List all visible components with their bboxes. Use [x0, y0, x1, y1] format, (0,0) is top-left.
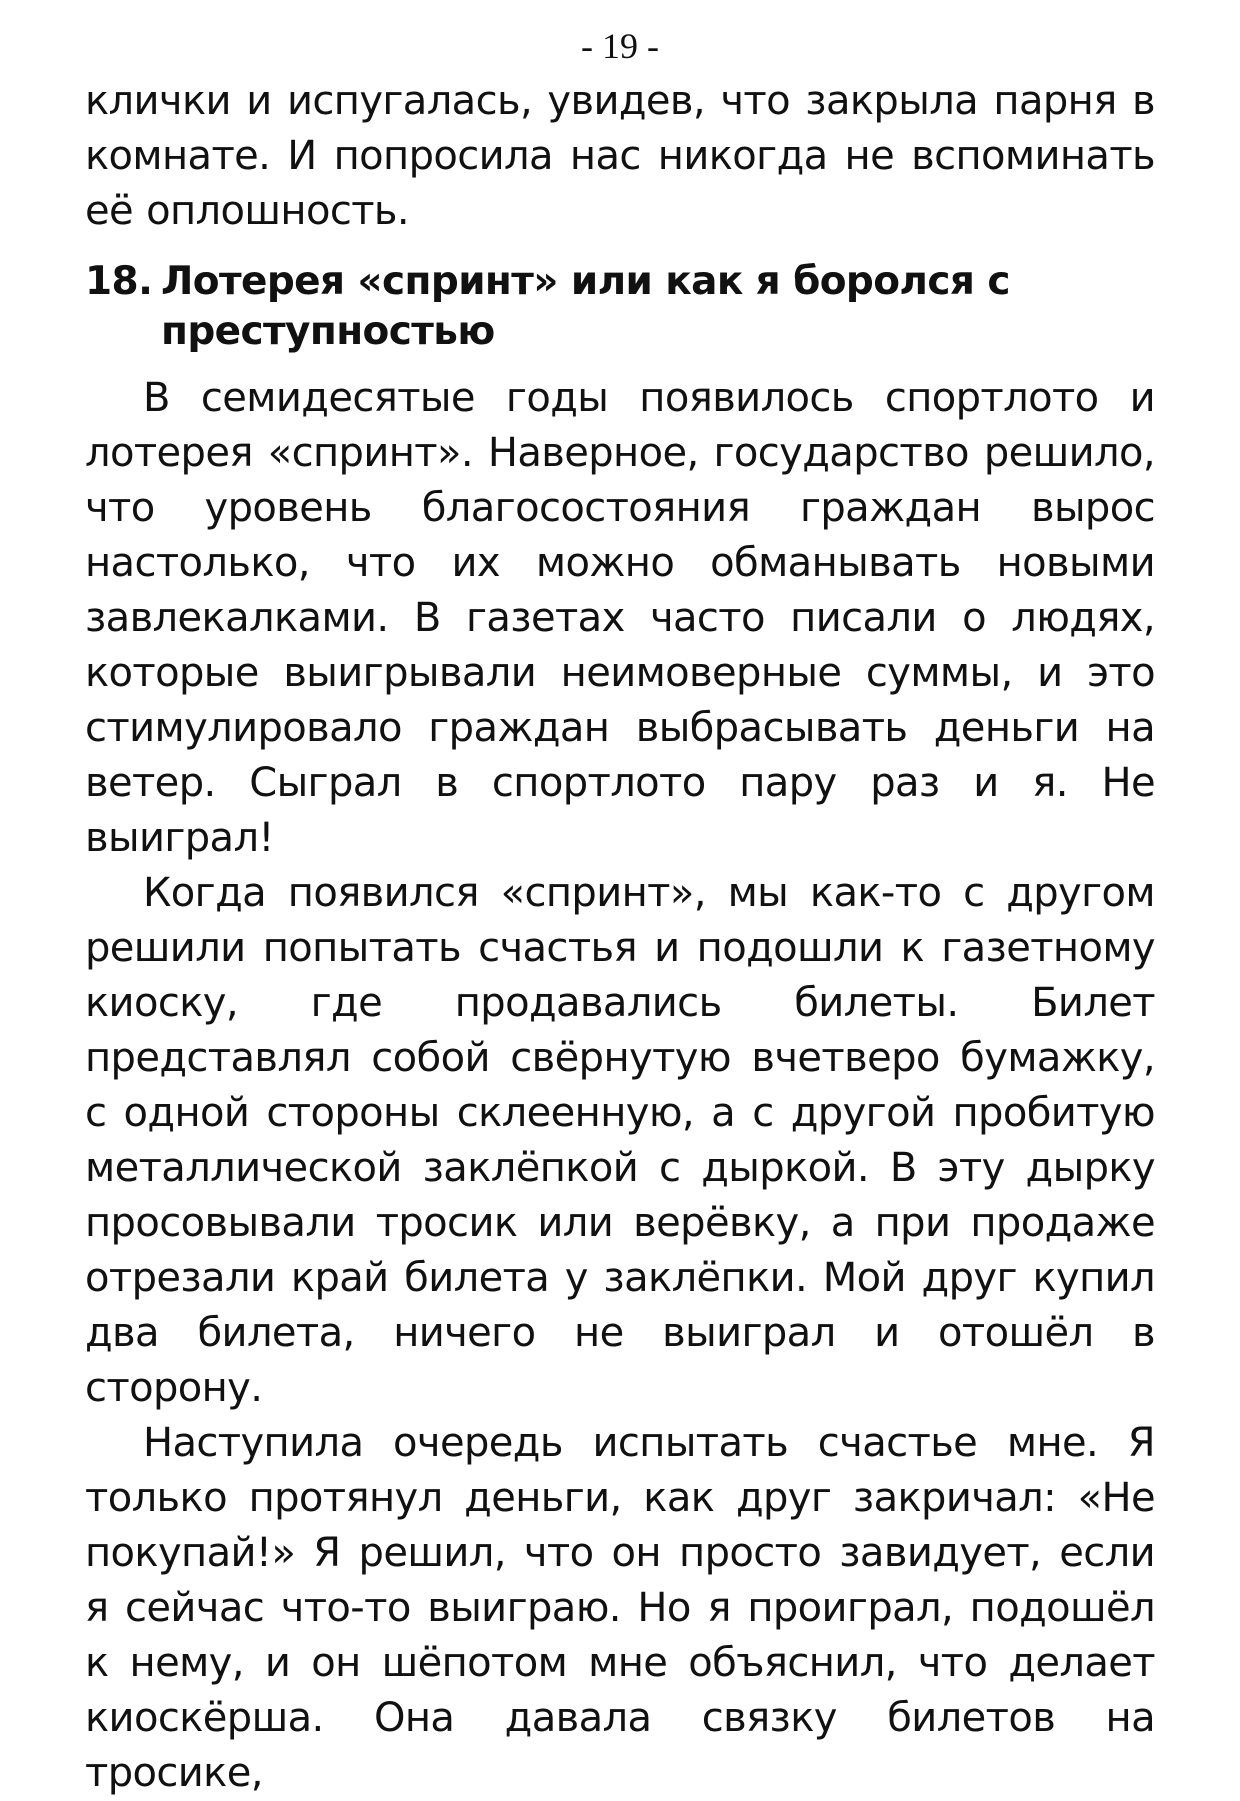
section-number: 18. [85, 259, 153, 304]
paragraph-1: В семидесятые годы появилось спортлото и лотерея «спринт». Наверное, государство решило, что уровень благосостояния граждан вырос настолько, что их можно обманывать новыми завлекалками. В газетах часто писали о людях, которые выигрывали неимоверные суммы, и это стимулировало граждан выбрасывать деньги на ветер. Сыграл в спортлото пару раз и я. Не выиграл! [85, 375, 1155, 861]
page-number: - 19 - [581, 26, 659, 66]
page-content [85, 74, 1155, 1801]
paragraph-2: Когда появился «спринт», мы как-то с другом решили попытать счастья и подошли к газетному киоску, где продавались билеты. Билет представлял собой свёрнутую вчетверо бумажку, с одной стороны склеенную, а с другой пробитую металлической заклёпкой с дыркой. В эту дырку просовывали тросик или верёвку, а при продаже отрезали край билета у заклёпки. Мой друг купил два билета, ничего не выиграл и отошёл в сторону. [85, 870, 1155, 1411]
section-heading [85, 257, 1155, 357]
intro-paragraph: клички и испугалась, увидев, что закрыла парня в комнате. И попросила нас никогда не вспоминать её оплошность. [85, 78, 1155, 234]
section-title: Лотерея «спринт» или как я боролся с преступностью [161, 259, 1010, 354]
paragraph-3: Наступила очередь испытать счастье мне. Я только протянул деньги, как друг закричал: «Не покупай!» Я решил, что он просто завидует, если я сейчас что-то выиграю. Но я проиграл, подошёл к нему, и он шёпотом мне объяснил, что делает киоскёрша. Она давала связку билетов на тросике, [85, 1420, 1155, 1796]
